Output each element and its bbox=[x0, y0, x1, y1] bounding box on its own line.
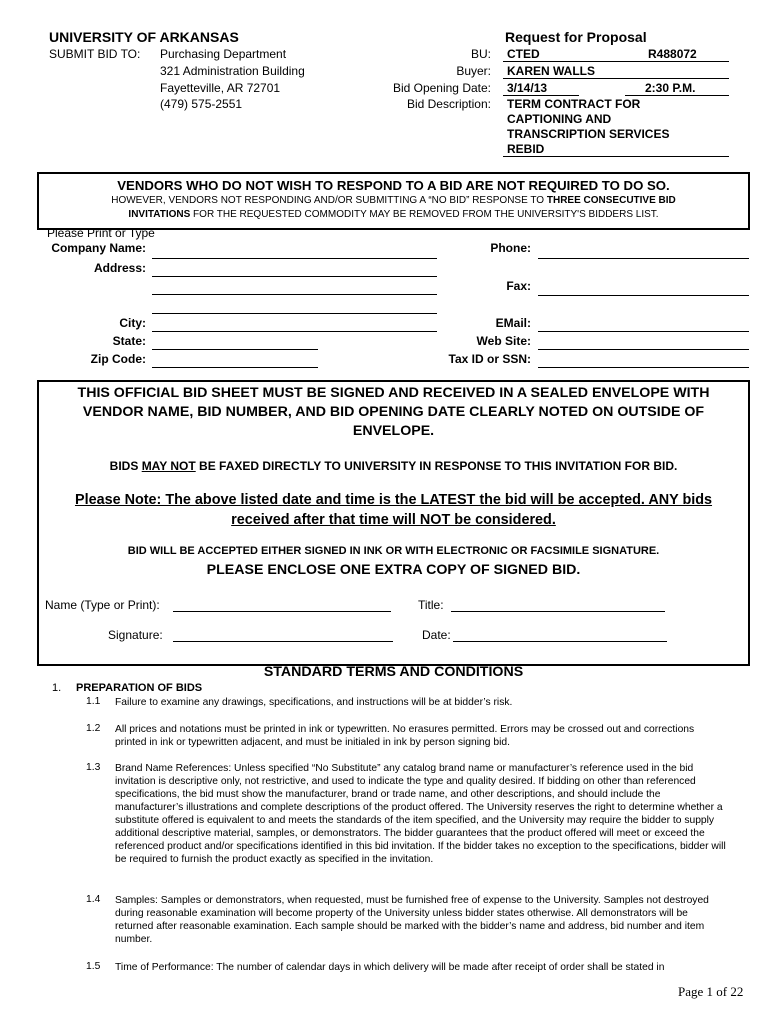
terms-heading: STANDARD TERMS AND CONDITIONS bbox=[263, 664, 524, 680]
address-label: Address: bbox=[93, 261, 146, 275]
university-name: UNIVERSITY OF ARKANSAS bbox=[49, 29, 239, 45]
address-field-2[interactable] bbox=[152, 294, 437, 295]
term-number: 1.1 bbox=[86, 696, 101, 707]
city-field[interactable] bbox=[152, 331, 437, 332]
please-note-line-2: received after that time will NOT be considered. bbox=[231, 512, 556, 528]
zip-label: Zip Code: bbox=[90, 352, 146, 366]
signature-accepted-note: BID WILL BE ACCEPTED EITHER SIGNED IN INK OR WITH ELECTRONIC OR FACSIMILE SIGNATURE. bbox=[127, 545, 660, 557]
address-line: Fayetteville, AR 72701 bbox=[160, 81, 281, 95]
signature-field[interactable] bbox=[173, 641, 393, 642]
term-text: All prices and notations must be printed in ink or typewritten. No erasures permitted. Errors may be crossed out and corrections printed in ink or typewritten adjacent, and must be initialed in ink by person signing bid. bbox=[115, 724, 695, 748]
section-number: 1. bbox=[52, 682, 62, 694]
buyer-value: KAREN WALLS bbox=[507, 64, 595, 78]
notice-text-bold: INVITATIONS bbox=[128, 209, 191, 220]
bid-date-value: 3/14/13 bbox=[507, 81, 548, 95]
section-title: PREPARATION OF BIDS bbox=[76, 682, 203, 694]
address-field-3[interactable] bbox=[152, 313, 437, 314]
company-name-label: Company Name: bbox=[51, 241, 146, 255]
zip-field[interactable] bbox=[152, 367, 318, 368]
bid-description-label: Bid Description: bbox=[406, 97, 491, 111]
date-field[interactable] bbox=[453, 641, 667, 642]
official-line-3: ENVELOPE. bbox=[352, 423, 435, 439]
description-underline bbox=[503, 156, 729, 157]
bid-description-line: TERM CONTRACT FOR bbox=[507, 97, 641, 111]
notice-text-bold: THREE CONSECUTIVE BID bbox=[546, 195, 676, 206]
may-not-text: MAY NOT bbox=[141, 459, 196, 473]
title-field[interactable] bbox=[451, 611, 665, 612]
date-underline bbox=[503, 95, 579, 96]
buyer-underline bbox=[503, 78, 729, 79]
official-line-1: THIS OFFICIAL BID SHEET MUST BE SIGNED AND RECEIVED IN A SEALED ENVELOPE WITH bbox=[77, 385, 710, 401]
term-number: 1.2 bbox=[86, 723, 101, 734]
extra-copy-note: PLEASE ENCLOSE ONE EXTRA COPY OF SIGNED BID. bbox=[206, 562, 581, 578]
phone-label: Phone: bbox=[490, 241, 531, 255]
signature-label: Signature: bbox=[108, 628, 163, 642]
bu-label: BU: bbox=[470, 47, 491, 61]
submit-bid-label: SUBMIT BID TO: bbox=[49, 47, 141, 61]
address-line: 321 Administration Building bbox=[160, 64, 305, 78]
term-text: Failure to examine any drawings, specifications, and instructions will be at bidder’s risk. bbox=[115, 697, 513, 708]
company-name-field[interactable] bbox=[152, 258, 437, 259]
email-label: EMail: bbox=[495, 316, 531, 330]
website-field[interactable] bbox=[538, 349, 749, 350]
bid-description-line: TRANSCRIPTION SERVICES bbox=[507, 127, 670, 141]
page-number: Page 1 of 22 bbox=[678, 984, 744, 999]
fax-label: Fax: bbox=[506, 279, 531, 293]
name-print-field[interactable] bbox=[173, 611, 391, 612]
notice-line-1 bbox=[37, 195, 750, 206]
bid-description-line: REBID bbox=[507, 142, 545, 156]
name-print-label: Name (Type or Print): bbox=[45, 598, 160, 612]
title-label: Title: bbox=[418, 598, 444, 612]
time-underline bbox=[625, 95, 729, 96]
rfp-number: R488072 bbox=[648, 47, 697, 61]
taxid-label: Tax ID or SSN: bbox=[448, 352, 531, 366]
no-fax-notice bbox=[37, 459, 750, 473]
taxid-field[interactable] bbox=[538, 367, 749, 368]
term-number: 1.3 bbox=[86, 762, 101, 773]
website-label: Web Site: bbox=[476, 334, 531, 348]
email-field[interactable] bbox=[538, 331, 749, 332]
term-number: 1.5 bbox=[86, 961, 101, 972]
address-line: Purchasing Department bbox=[160, 47, 287, 61]
term-number: 1.4 bbox=[86, 894, 101, 905]
please-note-line-1: Please Note: The above listed date and time is the LATEST the bid will be accepted. ANY bids bbox=[74, 492, 713, 508]
state-label: State: bbox=[112, 334, 146, 348]
notice-line-2 bbox=[37, 209, 750, 220]
city-label: City: bbox=[119, 316, 146, 330]
fax-field[interactable] bbox=[538, 295, 749, 296]
print-note: Please Print or Type bbox=[47, 226, 155, 240]
date-label: Date: bbox=[422, 628, 451, 642]
term-text: Time of Performance: The number of calendar days in which delivery will be made after receipt of order shall be stated in bbox=[115, 962, 665, 973]
no-fax-text: BE FAXED DIRECTLY TO UNIVERSITY IN RESPONSE TO THIS INVITATION FOR BID. bbox=[195, 459, 678, 473]
official-line-2: VENDOR NAME, BID NUMBER, AND BID OPENING DATE CLEARLY NOTED ON OUTSIDE OF bbox=[82, 404, 705, 420]
bu-underline bbox=[503, 61, 729, 62]
rfp-title: Request for Proposal bbox=[505, 29, 647, 45]
notice-heading: VENDORS WHO DO NOT WISH TO RESPOND TO A BID ARE NOT REQUIRED TO DO SO. bbox=[117, 178, 670, 193]
notice-text: FOR THE REQUESTED COMMODITY MAY BE REMOVED FROM THE UNIVERSITY'S BIDDERS LIST. bbox=[190, 209, 659, 220]
buyer-label: Buyer: bbox=[456, 64, 491, 78]
no-fax-text: BIDS bbox=[109, 459, 142, 473]
term-text: Brand Name References: Unless specified “No Substitute” any catalog brand name or manufacturer’s reference used in the bid invitation is descriptive only, not restrictive, and used to indicate the type and quality desired. If bidding on other than referenced specifications, the bid must show the manufacturer, brand or trade name, and other descriptions, and should include the manufacturer’s illustrations and complete descriptions of the product offered. The University reserves the right to determine whether a substitute offered is equivalent to and meets the standards of the item specified, and the University may require the bidder to supply additional descriptive material, samples, or demonstrators. The bidder guarantees that the product offered will meet or exceed the referenced product and/or specifications identified in this bid invitation. If the bidder takes no exception to the specifications, bidder will be required to furnish the product exactly as specified in the invitation. bbox=[115, 763, 726, 865]
bu-value: CTED bbox=[507, 47, 540, 61]
bid-opening-date-label: Bid Opening Date: bbox=[392, 81, 491, 95]
bid-time-value: 2:30 P.M. bbox=[645, 81, 696, 95]
term-text: Samples: Samples or demonstrators, when requested, must be furnished free of expense to the University. Samples not destroyed during reasonable examination will become property of the University unless bidder states otherwise. All demonstrators will be returned after reasonable examination. Each sample should be marked with the bidder’s name and address, bid number and item number. bbox=[115, 895, 709, 945]
bid-description-line: CAPTIONING AND bbox=[507, 112, 612, 126]
phone-field[interactable] bbox=[538, 258, 749, 259]
notice-text: HOWEVER, VENDORS NOT RESPONDING AND/OR SUBMITTING A “NO BID” RESPONSE TO bbox=[111, 195, 547, 206]
state-field[interactable] bbox=[152, 349, 318, 350]
address-line: (479) 575-2551 bbox=[160, 97, 243, 111]
address-field-1[interactable] bbox=[152, 276, 437, 277]
